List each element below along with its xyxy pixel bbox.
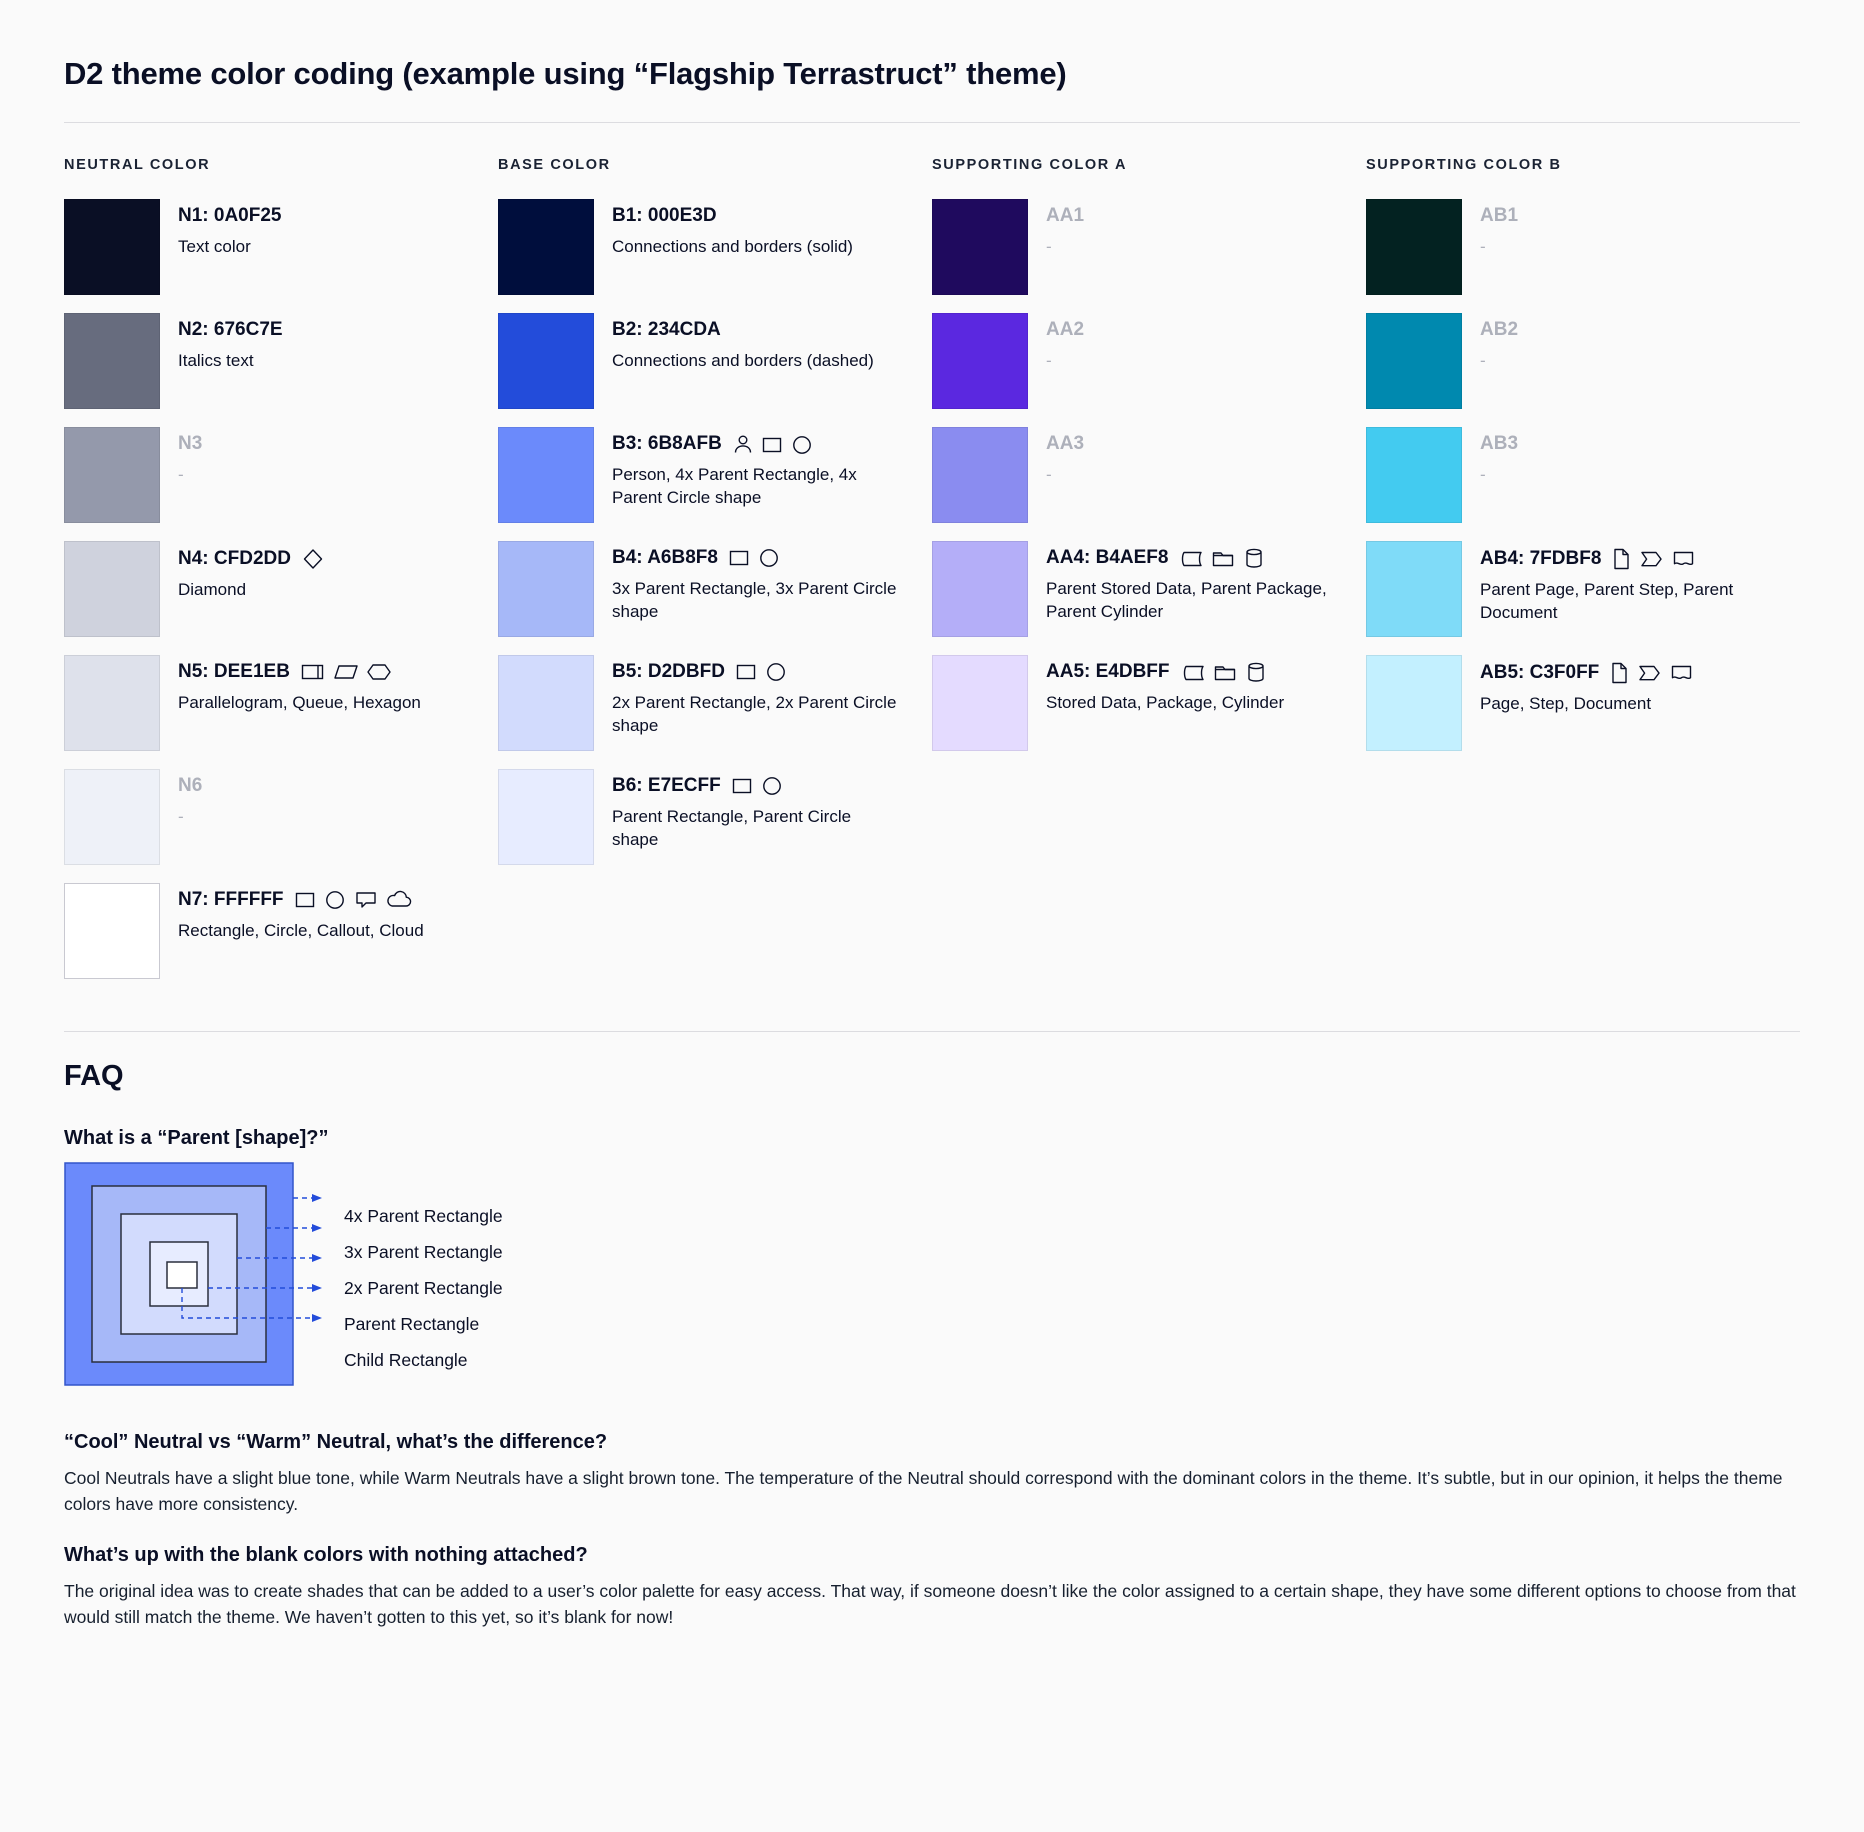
color-swatch-text [594, 427, 902, 510]
color-swatch-label [612, 205, 902, 228]
circle-icon [790, 434, 814, 456]
circle-icon [760, 775, 784, 797]
shape-glyph-group [300, 661, 392, 683]
color-swatch-code: AB5: C3F0FF [1480, 661, 1600, 683]
color-swatch-label [612, 661, 902, 684]
color-swatch-description: Parent Rectangle, Parent Circle shape [612, 806, 852, 850]
color-swatch-label [612, 547, 902, 570]
color-swatch-label [1046, 433, 1336, 456]
color-swatch-code: N7: FFFFFF [178, 889, 284, 910]
faq-answer-2: Cool Neutrals have a slight blue tone, while Warm Neutrals have a slight brown tone. The temperature of the Neutral should correspond with the dominant colors in the theme. It’s subtle, but in our opinion, it helps the theme colors have more consistency. [64, 1468, 1783, 1514]
shape-glyph-group [1611, 547, 1697, 571]
color-swatch-text [594, 199, 902, 258]
color-swatch-code: AA1 [1046, 205, 1085, 226]
color-swatch-text [1462, 655, 1770, 715]
package-icon [1211, 548, 1237, 570]
color-swatch-description: Connections and borders (solid) [612, 236, 853, 256]
step-icon [1636, 662, 1662, 684]
color-swatch-text [594, 313, 902, 372]
color-swatch-row [1366, 199, 1770, 295]
color-swatch-text [1462, 427, 1770, 486]
color-swatch-row [932, 427, 1336, 523]
color-chip [64, 313, 160, 409]
color-chip [932, 541, 1028, 637]
rectangle-icon [761, 434, 783, 456]
color-chip [64, 427, 160, 523]
legend-item: 3x Parent Rectangle [344, 1241, 503, 1262]
color-swatch-code: B3: 6B8AFB [612, 433, 722, 455]
color-swatch-row [498, 541, 902, 637]
page-icon [1611, 547, 1631, 571]
color-chip [498, 769, 594, 865]
color-column-header: BASE COLOR [498, 157, 611, 173]
color-swatch-description: - [1480, 464, 1486, 484]
faq-question-3: What’s up with the blank colors with nothing attached? [64, 1543, 588, 1566]
circle-icon [323, 889, 347, 911]
color-swatch-code: AB2 [1480, 319, 1519, 340]
color-swatch-text [1028, 427, 1336, 486]
color-swatch-code: AA3 [1046, 433, 1085, 454]
color-swatch-code: AA5: E4DBFF [1046, 661, 1170, 683]
stored-data-icon [1178, 548, 1204, 570]
color-swatch-code: N5: DEE1EB [178, 661, 290, 682]
color-swatch-description: Rectangle, Circle, Callout, Cloud [178, 920, 424, 940]
color-chip [932, 655, 1028, 751]
color-swatch-row [498, 199, 902, 295]
color-swatch-label [1046, 205, 1336, 228]
color-swatch-label [1480, 205, 1770, 228]
step-icon [1638, 548, 1664, 570]
color-swatch-code: B2: 234CDA [612, 319, 721, 340]
color-chip [498, 199, 594, 295]
color-swatch-row [498, 769, 902, 865]
color-swatch-description: - [1046, 350, 1052, 370]
color-swatch-description: Diamond [178, 580, 247, 599]
color-swatch-label [178, 889, 468, 912]
color-swatch-code: AB4: 7FDBF8 [1480, 547, 1602, 569]
cylinder-icon [1246, 661, 1266, 684]
parallelogram-icon [333, 661, 359, 683]
color-column-header: SUPPORTING COLOR A [932, 157, 1128, 173]
document-icon [1671, 548, 1697, 570]
color-chip [1366, 541, 1462, 637]
color-swatch-text [160, 541, 468, 601]
legend-item: Parent Rectangle [344, 1313, 480, 1334]
color-chip [64, 769, 160, 865]
shape-glyph-group [732, 433, 814, 456]
color-swatch-label [1480, 547, 1770, 571]
color-swatch-text [160, 313, 468, 372]
color-swatch-description: - [178, 806, 184, 826]
color-chip [498, 655, 594, 751]
color-swatch-row [64, 313, 468, 409]
color-chip [498, 427, 594, 523]
color-swatch-row [64, 427, 468, 523]
color-swatch-row [1366, 427, 1770, 523]
color-swatch-row [64, 199, 468, 295]
faq-question-1: What is a “Parent [shape]?” [64, 1127, 329, 1149]
color-swatch-code: N3 [178, 433, 203, 454]
color-swatch-row [1366, 655, 1770, 751]
shape-glyph-group [1180, 661, 1266, 684]
faq-divider [64, 1031, 1800, 1032]
nested-rect-legend [344, 1162, 503, 1378]
color-swatch-description: Connections and borders (dashed) [612, 350, 874, 370]
shape-glyph-group [735, 661, 788, 683]
color-swatch-label [1480, 319, 1770, 342]
color-swatch-code: B1: 000E3D [612, 205, 717, 226]
color-swatch-description: Stored Data, Package, Cylinder [1046, 693, 1285, 712]
color-swatch-description: 2x Parent Rectangle, 2x Parent Circle shape [612, 692, 897, 736]
page-icon [1609, 661, 1629, 685]
color-swatch-row [1366, 313, 1770, 409]
color-swatch-label [178, 319, 468, 342]
color-swatch-row [932, 313, 1336, 409]
color-swatch-label [1480, 661, 1770, 685]
color-columns [64, 157, 1800, 997]
color-swatch-label [612, 775, 902, 798]
rectangle-icon [735, 661, 757, 683]
shape-glyph-group [728, 547, 781, 569]
color-swatch-row [932, 655, 1336, 751]
color-swatch-label [1046, 319, 1336, 342]
color-swatch-row [498, 655, 902, 751]
faq-question-2: “Cool” Neutral vs “Warm” Neutral, what’s the difference? [64, 1431, 608, 1453]
color-chip [64, 883, 160, 979]
parent-shape-diagram [64, 1162, 1800, 1397]
legend-item: Child Rectangle [344, 1349, 468, 1370]
rectangle-icon [728, 547, 750, 569]
color-swatch-row [932, 199, 1336, 295]
color-swatch-row [64, 541, 468, 637]
color-swatch-row [1366, 541, 1770, 637]
color-swatch-description: - [178, 464, 184, 484]
shape-glyph-group [301, 547, 325, 571]
diamond-icon [301, 547, 325, 571]
color-swatch-label [178, 547, 468, 571]
cloud-icon [385, 889, 413, 911]
color-swatch-text [160, 655, 468, 714]
color-swatch-code: B4: A6B8F8 [612, 547, 718, 568]
color-chip [1366, 313, 1462, 409]
shape-glyph-group [731, 775, 784, 797]
color-swatch-description: Parallelogram, Queue, Hexagon [178, 692, 421, 712]
color-chip [1366, 655, 1462, 751]
color-swatch-text [160, 769, 468, 828]
color-chip [64, 541, 160, 637]
color-swatch-text [1462, 541, 1770, 625]
color-swatch-text [594, 541, 902, 624]
legend-item: 2x Parent Rectangle [344, 1277, 503, 1298]
color-column [1366, 157, 1800, 997]
shape-glyph-group [1609, 661, 1695, 685]
color-swatch-description: - [1480, 350, 1486, 370]
color-swatch-code: AA4: B4AEF8 [1046, 547, 1169, 569]
color-swatch-code: B6: E7ECFF [612, 775, 721, 796]
faq-answer-3: The original idea was to create shades that can be added to a user’s color palette for easy access. That way, if someone doesn’t like the color assigned to a certain shape, they have some different options to choose from that would still match the theme. We haven’t gotten to this yet, so it’s blank for now! [64, 1580, 1796, 1627]
title-divider [64, 122, 1800, 123]
color-column-header: SUPPORTING COLOR B [1366, 157, 1562, 173]
color-chip [932, 199, 1028, 295]
color-swatch-row [64, 769, 468, 865]
color-chip [1366, 199, 1462, 295]
color-swatch-description: Person, 4x Parent Rectangle, 4x Parent Circle shape [612, 465, 857, 508]
color-swatch-label [612, 433, 902, 456]
shape-glyph-group [1178, 547, 1264, 570]
color-swatch-text [1028, 313, 1336, 372]
color-swatch-text [160, 883, 468, 942]
color-swatch-text [1462, 199, 1770, 258]
stored-data-icon [1180, 662, 1206, 684]
color-swatch-text [160, 199, 468, 258]
circle-icon [764, 661, 788, 683]
color-swatch-text [594, 769, 902, 852]
color-swatch-description: - [1046, 236, 1052, 256]
callout-icon [354, 889, 378, 911]
color-swatch-label [1046, 661, 1336, 684]
color-chip [498, 541, 594, 637]
color-swatch-label [178, 775, 468, 798]
color-swatch-label [1046, 547, 1336, 570]
package-icon [1213, 662, 1239, 684]
color-swatch-text [1462, 313, 1770, 372]
color-swatch-code: N4: CFD2DD [178, 547, 291, 569]
color-swatch-description: 3x Parent Rectangle, 3x Parent Circle shape [612, 578, 897, 622]
color-swatch-row [64, 655, 468, 751]
color-swatch-code: N2: 676C7E [178, 319, 283, 340]
nested-rectangles [64, 1162, 344, 1397]
color-swatch-description: Page, Step, Document [1480, 694, 1652, 713]
color-swatch-code: B5: D2DBFD [612, 661, 725, 682]
color-chip [1366, 427, 1462, 523]
legend-item: 4x Parent Rectangle [344, 1205, 503, 1226]
color-swatch-description: - [1046, 464, 1052, 484]
color-swatch-label [612, 319, 902, 342]
color-column [498, 157, 932, 997]
page-title: D2 theme color coding (example using “Flagship Terrastruct” theme) [64, 56, 1067, 91]
color-column-header: NEUTRAL COLOR [64, 157, 211, 173]
color-swatch-code: AB3 [1480, 433, 1519, 454]
color-swatch-code: N1: 0A0F25 [178, 205, 282, 226]
color-swatch-description: Text color [178, 236, 251, 256]
color-swatch-description: - [1480, 236, 1486, 256]
color-swatch-row [498, 313, 902, 409]
color-swatch-label [178, 205, 468, 228]
color-chip [498, 313, 594, 409]
nested-rect-svg [64, 1162, 344, 1392]
color-swatch-text [1028, 199, 1336, 258]
color-swatch-text [160, 427, 468, 486]
color-swatch-label [178, 433, 468, 456]
hexagon-icon [366, 661, 392, 683]
color-chip [64, 199, 160, 295]
color-swatch-description: Parent Page, Parent Step, Parent Document [1480, 580, 1734, 623]
rectangle-icon [731, 775, 753, 797]
color-swatch-row [64, 883, 468, 979]
color-swatch-code: AA2 [1046, 319, 1085, 340]
color-swatch-label [1480, 433, 1770, 456]
color-chip [932, 313, 1028, 409]
color-swatch-row [498, 427, 902, 523]
color-column [64, 157, 498, 997]
color-swatch-row [932, 541, 1336, 637]
rectangle-icon [294, 889, 316, 911]
color-swatch-code: N6 [178, 775, 203, 796]
cylinder-icon [1244, 547, 1264, 570]
queue-icon [300, 661, 326, 683]
color-chip [932, 427, 1028, 523]
document-icon [1669, 662, 1695, 684]
faq-heading: FAQ [64, 1060, 124, 1092]
color-swatch-description: Italics text [178, 350, 254, 370]
person-icon [732, 433, 754, 456]
color-chip [64, 655, 160, 751]
color-swatch-text [1028, 541, 1336, 624]
color-swatch-text [1028, 655, 1336, 714]
color-swatch-text [594, 655, 902, 738]
circle-icon [757, 547, 781, 569]
shape-glyph-group [294, 889, 413, 911]
color-column [932, 157, 1366, 997]
color-swatch-label [178, 661, 468, 684]
color-swatch-description: Parent Stored Data, Parent Package, Parent Cylinder [1046, 579, 1327, 622]
color-swatch-code: AB1 [1480, 205, 1519, 226]
